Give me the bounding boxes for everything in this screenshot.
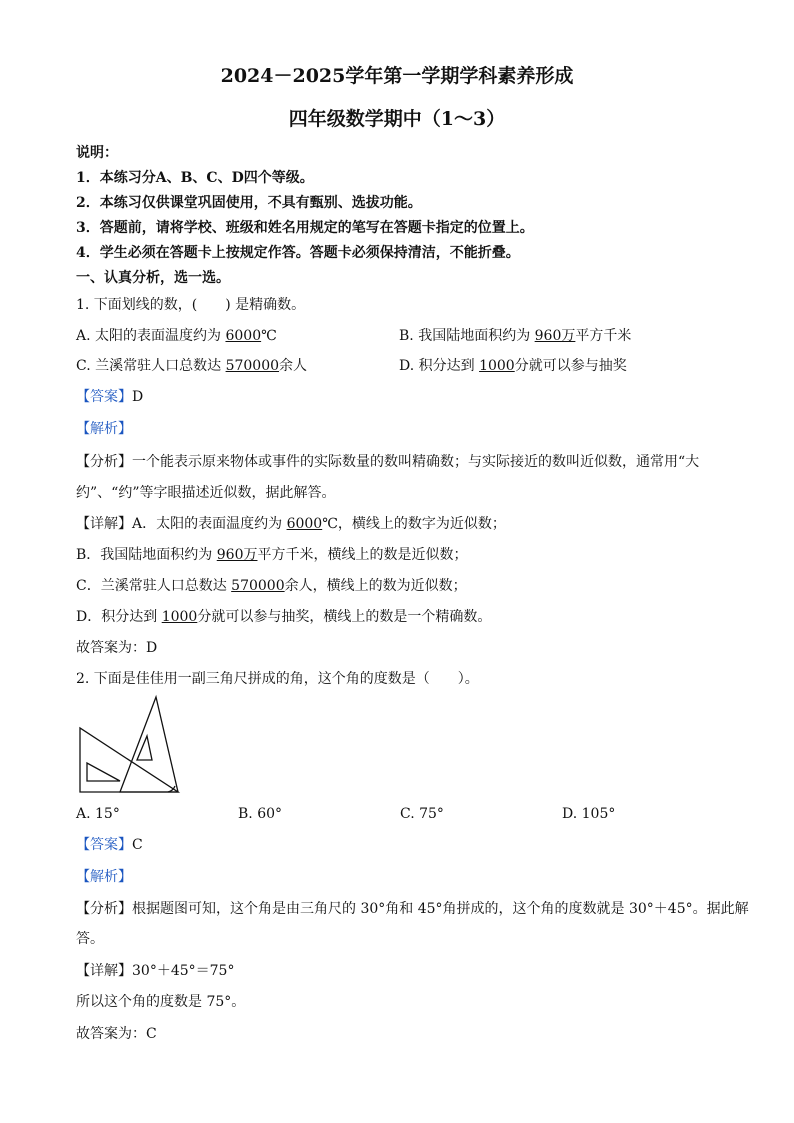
- note-4: 4．学生必须在答题卡上按规定作答。答题卡必须保持清洁，不能折叠。: [76, 245, 520, 261]
- q2-stem: 2. 下面是佳佳用一副三角尺拼成的角，这个角的度数是（ ）。: [76, 671, 479, 687]
- q1-fenxi-line1: 【分析】一个能表示原来物体或事件的实际数量的数叫精确数；与实际接近的数叫近似数，通常用“大: [76, 454, 700, 470]
- q1-option-c: C. 兰溪常驻人口总数达 570000余人: [76, 358, 308, 374]
- q1-detail-c: C．兰溪常驻人口总数达 570000余人，横线上的数为近似数；: [76, 578, 467, 594]
- q1-option-a: A. 太阳的表面温度约为 6000℃: [76, 328, 277, 344]
- doc-subtitle: 四年级数学期中（1～3）: [288, 108, 506, 130]
- q2-final-answer: 故答案为：C: [76, 1026, 157, 1042]
- q2-option-b: B. 60°: [238, 806, 283, 822]
- set-square-figure: [76, 694, 186, 796]
- set-square-45-inner: [87, 763, 120, 781]
- section-heading: 一、认真分析，选一选。: [76, 270, 230, 286]
- q1-detail-d: D．积分达到 1000分就可以参与抽奖，横线上的数是一个精确数。: [76, 609, 492, 625]
- q1-detail-a: 【详解】A．太阳的表面温度约为 6000℃，横线上的数字为近似数；: [76, 516, 506, 532]
- q1-final-answer: 故答案为：D: [76, 640, 158, 656]
- note-2: 2．本练习仅供课堂巩固使用，不具有甄别、选拔功能。: [76, 195, 422, 211]
- q2-analysis-label: 【解析】: [76, 869, 132, 885]
- q2-answer: 【答案】C: [76, 837, 143, 853]
- q2-fenxi-line2: 答。: [76, 931, 104, 947]
- q2-fenxi-line1: 【分析】根据题图可知，这个角是由三角尺的 30°角和 45°角拼成的，这个角的度数就是 30°＋45°。据此解: [76, 901, 749, 917]
- q2-conclusion: 所以这个角的度数是 75°。: [76, 994, 246, 1010]
- q2-detail: 【详解】30°＋45°＝75°: [76, 963, 235, 979]
- q2-option-a: A. 15°: [76, 806, 120, 822]
- q1-analysis-label: 【解析】: [76, 421, 132, 437]
- note-1: 1．本练习分A、B、C、D四个等级。: [76, 170, 314, 186]
- q1-answer: 【答案】D: [76, 389, 144, 405]
- q1-option-b: B. 我国陆地面积约为 960万平方千米: [399, 328, 632, 344]
- q1-detail-b: B．我国陆地面积约为 960万平方千米，横线上的数是近似数；: [76, 547, 468, 563]
- q1-stem: 1. 下面划线的数，( ) 是精确数。: [76, 297, 306, 313]
- q2-option-c: C. 75°: [400, 806, 444, 822]
- q1-fenxi-line2: 约”、“约”等字眼描述近似数，据此解答。: [76, 485, 336, 501]
- set-square-45-outer: [80, 728, 178, 792]
- note-3: 3．答题前，请将学校、班级和姓名用规定的笔写在答题卡指定的位置上。: [76, 220, 534, 236]
- notes-heading: 说明：: [76, 145, 118, 161]
- q2-option-d: D. 105°: [562, 806, 616, 822]
- q1-option-d: D. 积分达到 1000分就可以参与抽奖: [399, 358, 627, 374]
- doc-title: 2024－2025学年第一学期学科素养形成: [220, 65, 574, 87]
